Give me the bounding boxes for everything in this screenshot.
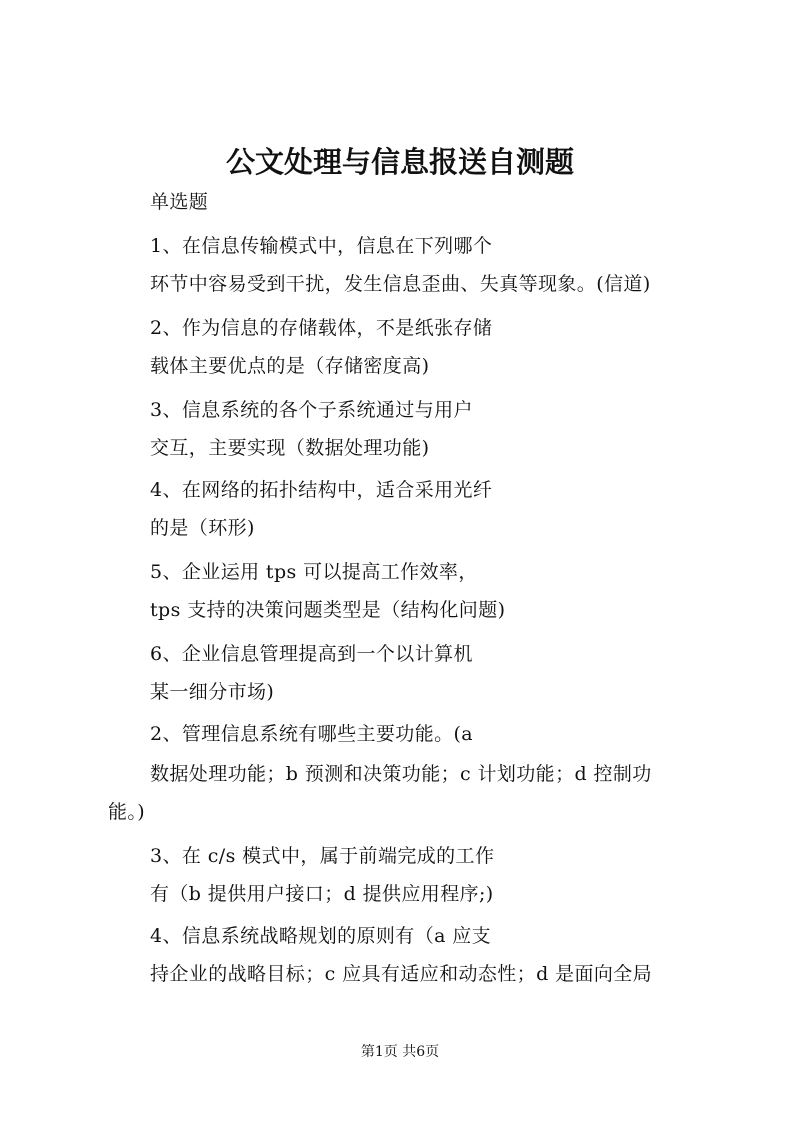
text-line: 交互，主要实现（数据处理功能) [150,437,430,459]
text-line: 2、管理信息系统有哪些主要功能。(a [150,723,474,745]
text-line: 载体主要优点的是（存储密度高) [150,355,430,377]
text-line: 数据处理功能；b 预测和决策功能；c 计划功能；d 控制功 [150,763,652,785]
text-line: 环节中容易受到干扰，发生信息歪曲、失真等现象。(信道) [150,273,651,295]
page-footer: 第1页 共6页 [360,1044,440,1060]
text-line: 3、在 c/s 模式中，属于前端完成的工作 [150,845,495,867]
text-line: tps 支持的决策问题类型是（结构化问题) [150,599,506,621]
text-line: 3、信息系统的各个子系统通过与用户 [150,399,473,421]
document-title: 公文处理与信息报送自测题 [225,145,574,179]
text-line: 能。) [108,801,146,823]
text-line: 6、企业信息管理提高到一个以计算机 [150,643,473,665]
text-line: 持企业的战略目标；c 应具有适应和动态性；d 是面向全局 [150,963,653,985]
text-line: 某一细分市场) [150,681,275,703]
text-line: 有（b 提供用户接口；d 提供应用程序;) [150,883,494,905]
text-line: 1、在信息传输模式中，信息在下列哪个 [150,235,493,257]
text-line: 4、信息系统战略规划的原则有（a 应支 [150,925,492,947]
text-line: 2、作为信息的存储载体，不是纸张存储 [150,317,493,339]
text-line: 4、在网络的拓扑结构中，适合采用光纤 [150,479,493,501]
text-line: 5、企业运用 tps 可以提高工作效率， [150,561,478,583]
section-heading: 单选题 [150,191,209,213]
text-line: 的是（环形) [150,517,255,539]
